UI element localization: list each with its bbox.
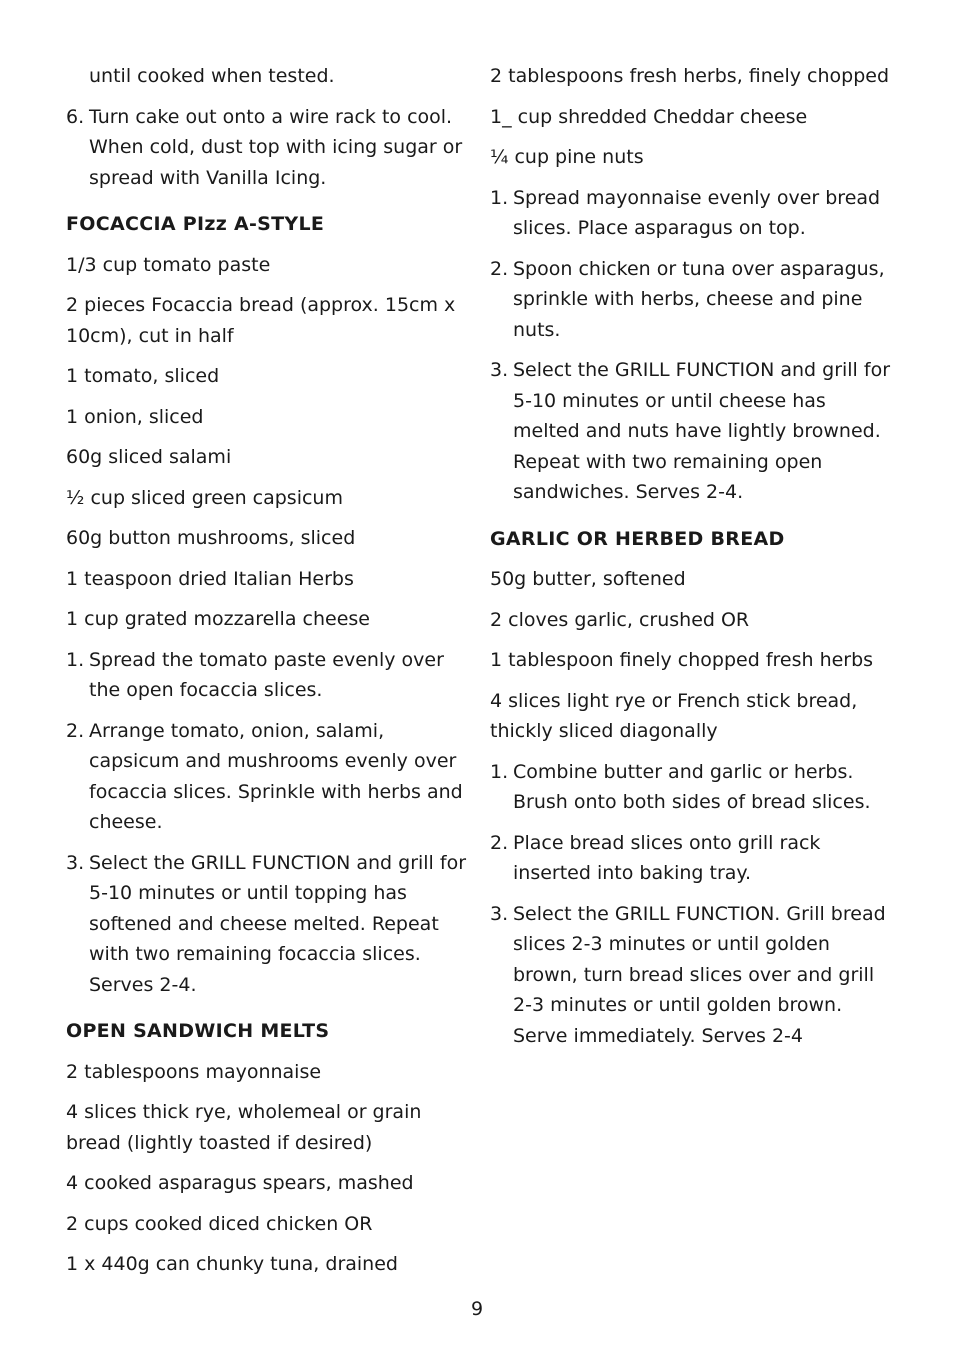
step-text: Select the GRILL FUNCTION and grill for 5-10 minutes or until cheese has melted and nuts have lightly browned. Repeat with two remaining open sandwiches. Serves 2-4. [513,359,891,503]
sandwich-ingredient: 1 x 440g can chunky tuna, drained [66,1253,398,1275]
step-number: 2. [490,257,509,280]
step-text: Spread the tomato paste evenly over the open focaccia slices. [89,648,444,701]
focaccia-heading: FOCACCIA PIzz A-STYLE [66,213,325,235]
focaccia-step [66,716,466,838]
garlic-bread-heading: GARLIC OR HERBED BREAD [490,527,785,550]
garlic-step [490,828,890,889]
step-number: 1. [66,648,85,671]
step-number: 6. [66,105,85,128]
sandwich-ingredient: 2 tablespoons fresh herbs, finely chopped [490,65,890,87]
focaccia-ingredient: 60g sliced salami [66,446,232,468]
sandwich-ingredient: 2 cups cooked diced chicken OR [66,1212,373,1235]
step-number: 1. [490,186,509,209]
right-column [490,61,890,1061]
sandwich-heading: OPEN SANDWICH MELTS [66,1020,330,1042]
step-number: 1. [490,760,509,783]
step-number: 3. [490,902,509,925]
garlic-ingredient: 1 tablespoon finely chopped fresh herbs [490,649,874,671]
focaccia-step [66,848,466,1001]
step-number: 2. [66,719,85,742]
step-text: Combine butter and garlic or herbs. Brush onto both sides of bread slices. [513,760,871,813]
sandwich-step [490,355,890,508]
garlic-step [490,899,890,1052]
step-text: Select the GRILL FUNCTION and grill for 5-10 minutes or until topping has softened and cheese melted. Repeat with two remaining focaccia slices. Serves 2-4. [89,851,467,996]
focaccia-ingredient: ½ cup sliced green capsicum [66,486,343,509]
garlic-ingredient: 4 slices light rye or French stick bread, thickly sliced diagonally [490,689,858,742]
sandwich-ingredient: 4 slices thick rye, wholemeal or grain bread (lightly toasted if desired) [66,1101,422,1154]
garlic-ingredient: 50g butter, softened [490,568,686,590]
sandwich-ingredient: 2 tablespoons mayonnaise [66,1060,322,1083]
garlic-step [490,757,890,818]
step-number: 2. [490,831,509,854]
sandwich-ingredient: ¼ cup pine nuts [490,146,644,168]
focaccia-ingredient: 1 tomato, sliced [66,365,220,387]
sandwich-step [490,254,890,346]
focaccia-step [66,645,466,706]
step-text: Arrange tomato, onion, salami, capsicum and mushrooms evenly over focaccia slices. Sprinkle with herbs and cheese. [89,719,463,833]
focaccia-ingredient: 1 onion, sliced [66,405,204,428]
garlic-ingredient: 2 cloves garlic, crushed OR [490,608,750,631]
focaccia-ingredient: 1 teaspoon dried Italian Herbs [66,567,354,590]
step-text: Select the GRILL FUNCTION. Grill bread slices 2-3 minutes or until golden brown, turn bread slices over and grill 2-3 minutes or until golden brown. Serve immediately. Serves 2-4 [513,902,886,1047]
sandwich-ingredient: 4 cooked asparagus spears, mashed [66,1172,414,1194]
sandwich-ingredient: 1_ cup shredded Cheddar cheese [490,105,808,128]
focaccia-ingredient: 60g button mushrooms, sliced [66,527,356,549]
step-number: 3. [66,851,85,874]
step-number: 3. [490,359,509,381]
focaccia-ingredient: 2 pieces Focaccia bread (approx. 15cm x 10cm), cut in half [66,294,456,347]
step-text: Place bread slices onto grill rack inserted into baking tray. [513,831,821,884]
step-text: Turn cake out onto a wire rack to cool. When cold, dust top with icing sugar or spread with Vanilla Icing. [89,105,463,189]
step-text: Spoon chicken or tuna over asparagus, sprinkle with herbs, cheese and pine nuts. [513,257,885,341]
focaccia-ingredient: 1/3 cup tomato paste [66,253,271,276]
step-text: Spread mayonnaise evenly over bread slices. Place asparagus on top. [513,186,881,239]
continued-step-text: until cooked when tested. [89,65,335,87]
cake-step-6 [66,102,466,194]
sandwich-step [490,183,890,244]
left-column [66,61,466,1290]
focaccia-ingredient: 1 cup grated mozzarella cheese [66,608,370,630]
page-number: 9 [470,1298,484,1320]
